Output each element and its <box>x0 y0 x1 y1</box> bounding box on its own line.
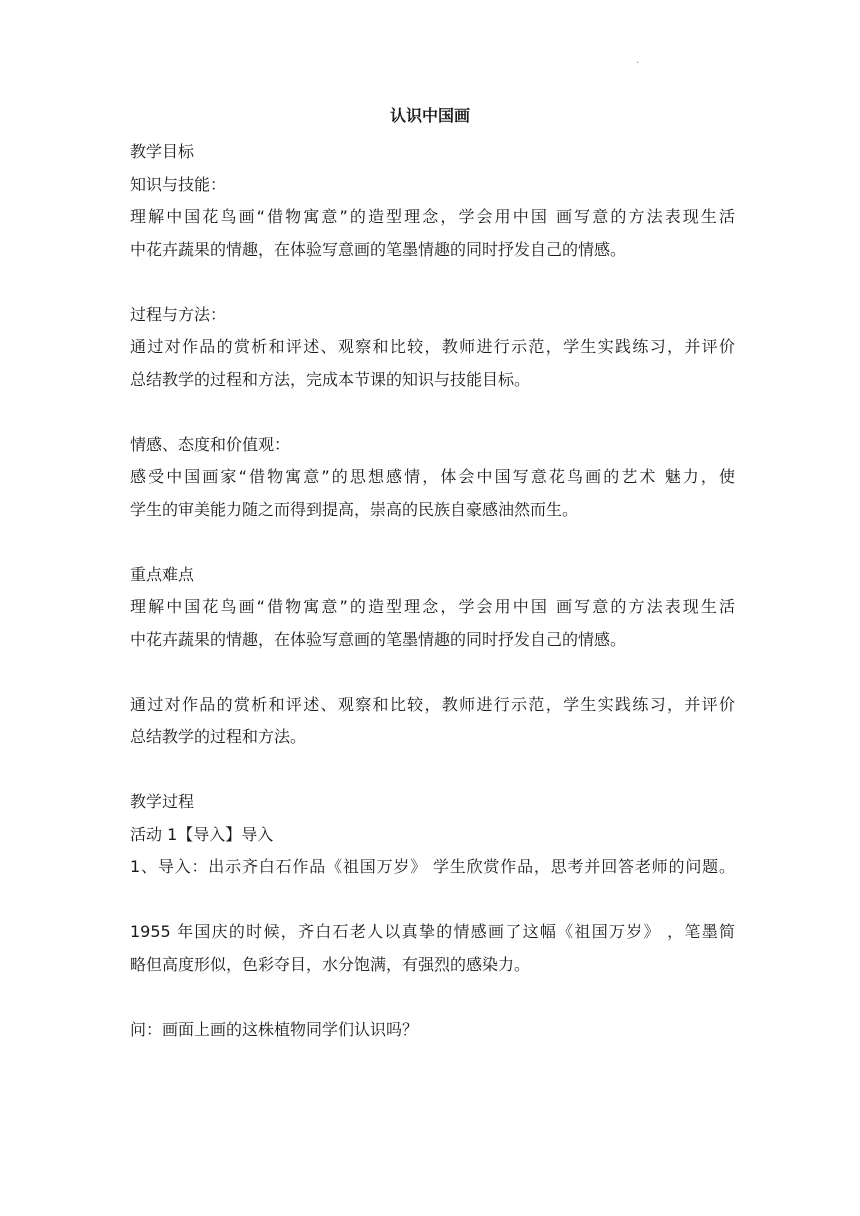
emotion-paragraph-line: 学生的审美能力随之而得到提高，崇高的民族自豪感油然而生。 <box>130 499 579 519</box>
paragraph-spacer <box>130 656 735 689</box>
paragraph-spacer <box>130 981 735 1014</box>
paragraph-spacer <box>130 884 735 917</box>
key-points-heading: 重点难点 <box>130 564 195 584</box>
knowledge-paragraph-line: 理解中国花鸟画“借物寓意”的造型理念，学会用中国 画写意的方法表现生活 <box>130 207 735 226</box>
document-title: 认识中国画 <box>389 106 470 125</box>
history-paragraph-line: 1955 年国庆的时候，齐白石老人以真挚的情感画了这幅《祖国万岁》 ，笔墨简 <box>130 922 735 941</box>
teaching-process-heading: 教学过程 <box>130 792 195 811</box>
difficulty-paragraph-line: 总结教学的过程和方法。 <box>130 727 307 746</box>
objectives-heading: 教学目标 <box>130 142 195 161</box>
key-points-paragraph-line: 中花卉蔬果的情趣，在体验写意画的笔墨情趣的同时抒发自己的情感。 <box>130 629 627 649</box>
intro-line: 1、导入：出示齐白石作品《祖国万岁》 学生欣赏作品，思考并回答老师的问题。 <box>130 857 735 876</box>
process-heading: 过程与方法： <box>130 304 227 324</box>
paragraph-spacer <box>130 396 735 429</box>
paragraph-spacer <box>130 526 735 559</box>
paragraph-spacer <box>130 754 735 787</box>
history-paragraph-line: 略但高度形似，色彩夺目，水分饱满，有强烈的感染力。 <box>130 954 531 974</box>
paragraph-spacer <box>130 266 735 299</box>
difficulty-paragraph-line: 通过对作品的赏析和评述、观察和比较，教师进行示范，学生实践练习，并评价 <box>130 694 735 714</box>
process-paragraph-line: 总结教学的过程和方法，完成本节课的知识与技能目标。 <box>130 369 531 389</box>
knowledge-heading: 知识与技能： <box>130 174 227 194</box>
header-mark: . <box>636 55 640 66</box>
emotion-heading: 情感、态度和价值观： <box>130 434 291 454</box>
document-body <box>130 136 735 1046</box>
emotion-paragraph-line: 感受中国画家“借物寓意”的思想感情，体会中国写意花鸟画的艺术 魅力，使 <box>130 467 735 486</box>
knowledge-paragraph-line: 中花卉蔬果的情趣，在体验写意画的笔墨情趣的同时抒发自己的情感。 <box>130 239 627 259</box>
question-line: 问：画面上画的这株植物同学们认识吗？ <box>130 1019 419 1039</box>
activity-heading: 活动 1【导入】导入 <box>130 824 274 844</box>
process-paragraph-line: 通过对作品的赏析和评述、观察和比较，教师进行示范，学生实践练习，并评价 <box>130 337 735 356</box>
key-points-paragraph-line: 理解中国花鸟画“借物寓意”的造型理念，学会用中国 画写意的方法表现生活 <box>130 597 735 616</box>
